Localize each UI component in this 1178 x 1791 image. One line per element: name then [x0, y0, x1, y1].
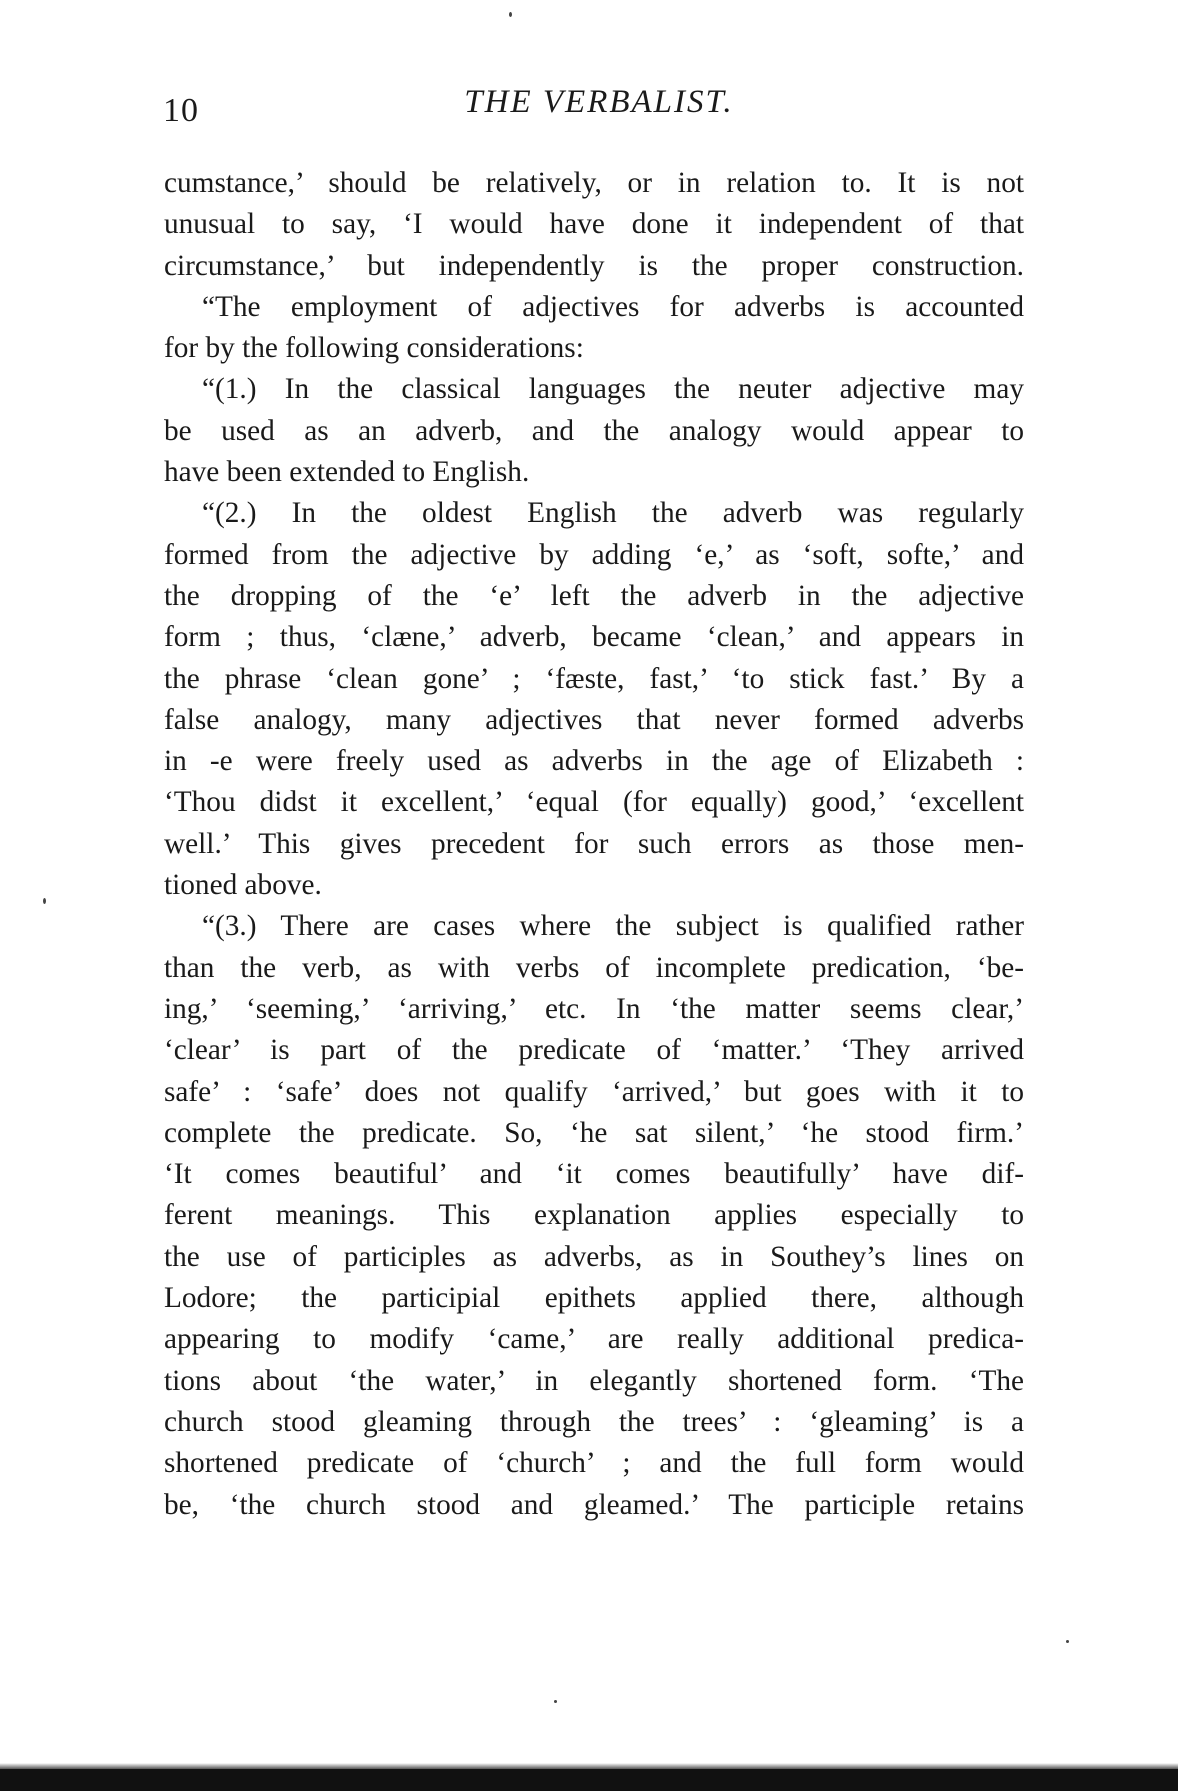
- text-line: be used as an adverb, and the analogy would appear to: [164, 414, 1024, 447]
- scan-bottom-edge: [0, 1769, 1178, 1791]
- page-number: 10: [163, 92, 199, 129]
- text-line: ing,’ ‘seeming,’ ‘arriving,’ etc. In ‘the matter seems clear,’: [164, 992, 1024, 1025]
- text-line: cumstance,’ should be relatively, or in relation to. It is not: [164, 167, 1024, 199]
- text-line: complete the predicate. So, ‘he sat silent,’ ‘he stood firm.’: [164, 1116, 1024, 1149]
- text-line: ‘It comes beautiful’ and ‘it comes beautifully’ have dif-: [164, 1158, 1024, 1191]
- text-line: ferent meanings. This explanation applies especially to: [164, 1199, 1024, 1232]
- text-line: form ; thus, ‘clæne,’ adverb, became ‘clean,’ and appears in: [164, 621, 1024, 654]
- text-line: have been extended to English.: [164, 456, 530, 489]
- running-title: THE VERBALIST.: [464, 84, 734, 120]
- text-line: in -e were freely used as adverbs in the age of Elizabeth :: [164, 745, 1024, 778]
- text-line: Lodore; the participial epithets applied there, although: [164, 1282, 1024, 1315]
- text-line: “(2.) In the oldest English the adverb was regularly: [202, 497, 1024, 530]
- text-line: unusual to say, ‘I would have done it independent of that: [164, 208, 1024, 241]
- text-line: “(1.) In the classical languages the neuter adjective may: [202, 373, 1024, 406]
- text-line: ‘Thou didst it excellent,’ ‘equal (for equally) good,’ ‘excellent: [164, 786, 1024, 819]
- text-line: formed from the adjective by adding ‘e,’ as ‘soft, softe,’ and: [164, 538, 1024, 571]
- text-line: the phrase ‘clean gone’ ; ‘fæste, fast,’ ‘to stick fast.’ By a: [164, 662, 1024, 695]
- text-line: be, ‘the church stood and gleamed.’ The participle retains: [164, 1488, 1024, 1521]
- text-line: tioned above.: [164, 869, 322, 902]
- scan-speck: [1066, 1640, 1069, 1643]
- body-text: [164, 163, 1024, 1526]
- text-line: than the verb, as with verbs of incomplete predication, ‘be-: [164, 951, 1024, 984]
- scan-speck: [43, 898, 46, 904]
- text-line: for by the following considerations:: [164, 332, 584, 365]
- text-line: safe’ : ‘safe’ does not qualify ‘arrived,’ but goes with it to: [164, 1075, 1024, 1108]
- scan-speck: [554, 1700, 557, 1703]
- text-line: tions about ‘the water,’ in elegantly shortened form. ‘The: [164, 1364, 1024, 1397]
- scan-speck: [509, 12, 512, 17]
- text-line: shortened predicate of ‘church’ ; and the full form would: [164, 1447, 1024, 1480]
- text-line: appearing to modify ‘came,’ are really additional predica-: [164, 1323, 1024, 1356]
- text-line: the dropping of the ‘e’ left the adverb in the adjective: [164, 579, 1024, 612]
- text-line: church stood gleaming through the trees’ : ‘gleaming’ is a: [164, 1405, 1024, 1438]
- text-line: “The employment of adjectives for adverbs is accounted: [202, 290, 1024, 323]
- text-line: circumstance,’ but independently is the proper construction.: [164, 249, 1024, 282]
- text-line: well.’ This gives precedent for such errors as those men-: [164, 827, 1024, 860]
- text-line: “(3.) There are cases where the subject is qualified rather: [202, 910, 1024, 943]
- text-line: ‘clear’ is part of the predicate of ‘matter.’ ‘They arrived: [164, 1034, 1024, 1067]
- text-line: false analogy, many adjectives that never formed adverbs: [164, 703, 1024, 736]
- text-line: the use of participles as adverbs, as in Southey’s lines on: [164, 1240, 1024, 1273]
